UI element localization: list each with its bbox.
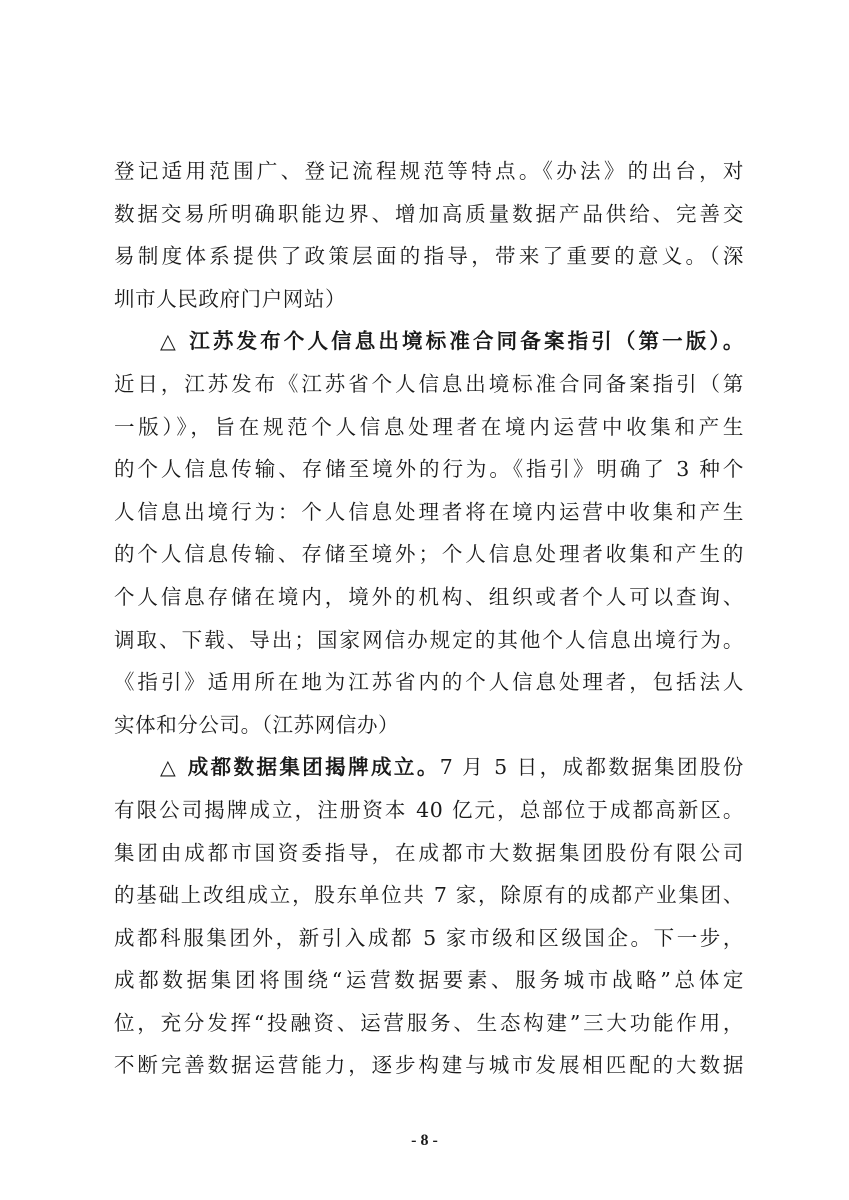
text-line: 成都数据集团将围绕“运营数据要素、服务城市战略”总体定 [114,968,744,993]
text-line: 《指引》适用所在地为江苏省内的个人信息处理者，包括法人 [114,670,744,695]
text-line: 的个人信息传输、存储至境外；个人信息处理者收集和产生的 [114,542,744,567]
text-fragment: 7 月 5 日，成都数据集团股份 [439,755,744,780]
text-line: 有限公司揭牌成立，注册资本 40 亿元，总部位于成都高新区。 [114,797,744,822]
news-first-line-chengdu [114,746,744,789]
text-line: 登记适用范围广、登记流程规范等特点。《办法》的出台，对 [114,159,744,183]
text-line: 数据交易所明确职能边界、增加高质量数据产品供给、完善交 [114,201,744,226]
text-line: 的基础上改组成立，股东单位共 7 家，除原有的成都产业集团、 [114,883,744,908]
page-number: - 8 - [411,1132,438,1149]
text-line: 人信息出境行为：个人信息处理者将在境内运营中收集和产生 [114,499,744,524]
text-line: 圳市人民政府门户网站） [114,286,347,311]
text-line: 不断完善数据运营能力，逐步构建与城市发展相匹配的大数据 [114,1053,744,1078]
text-line: 实体和分公司。（江苏网信办） [114,712,400,737]
text-line: 个人信息存储在境内，境外的机构、组织或者个人可以查询、 [114,584,744,609]
text-line: 易制度体系提供了政策层面的指导，带来了重要的意义。（深 [114,244,744,269]
news-heading-jiangsu: △ 江苏发布个人信息出境标准合同备案指引（第一版）。 [160,329,744,354]
text-line: 近日，江苏发布《江苏省个人信息出境标准合同备案指引（第 [114,371,744,396]
page-body [114,150,744,1087]
text-line: 一版）》，旨在规范个人信息处理者在境内运营中收集和产生 [114,414,744,439]
text-line: 成都科服集团外，新引入成都 5 家市级和区级国企。下一步， [114,925,744,950]
text-line: 集团由成都市国资委指导，在成都市大数据集团股份有限公司 [114,840,744,865]
news-heading-chengdu: △ 成都数据集团揭牌成立。 [160,755,440,780]
text-line: 的个人信息传输、存储至境外的行为。《指引》明确了 3 种个 [114,457,744,482]
text-line: 调取、下载、导出；国家网信办规定的其他个人信息出境行为。 [114,627,744,652]
text-line: 位，充分发挥“投融资、运营服务、生态构建”三大功能作用， [114,1010,744,1035]
